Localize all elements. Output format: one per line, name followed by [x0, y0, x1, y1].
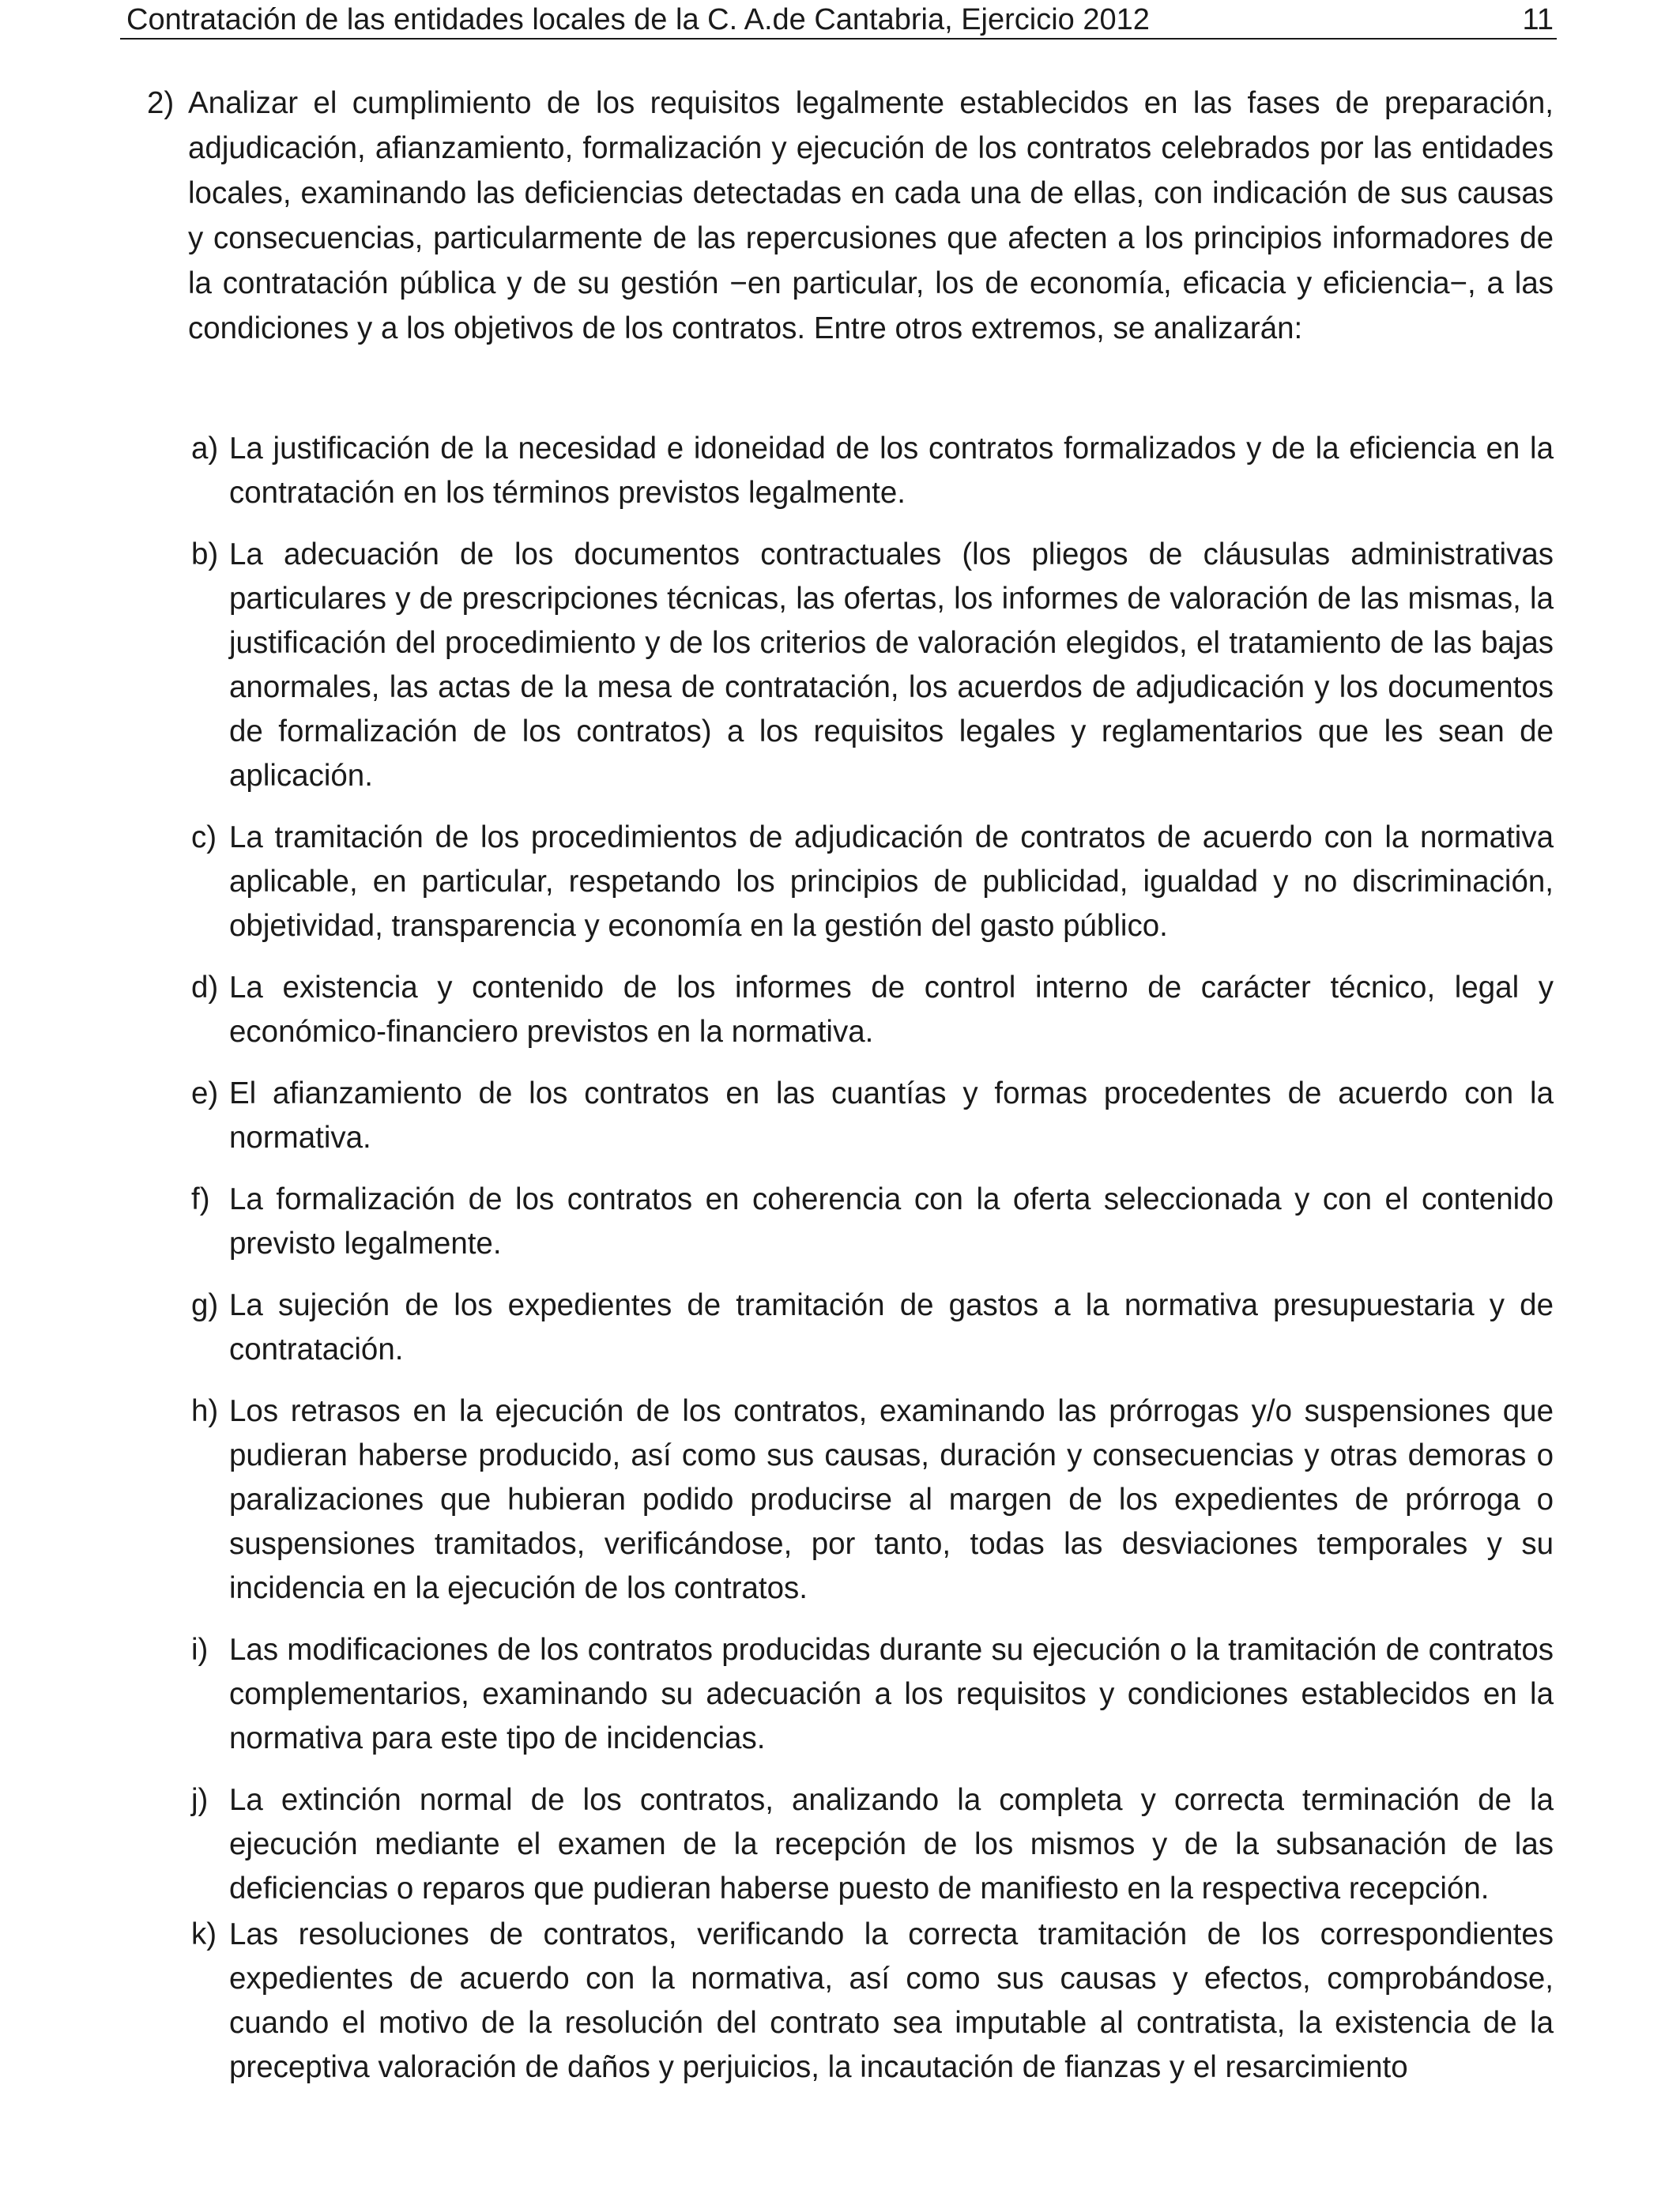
list-item-text: Las modificaciones de los contratos producidas durante su ejecución o la tramitación de contratos complementarios, examinando su adecuación a los requisitos y condiciones establecidos en la normativa para este tipo de incidencias.: [229, 1633, 1554, 1755]
list-item-text: La extinción normal de los contratos, analizando la completa y correcta terminación de la ejecución mediante el examen de la recepción de los mismos y de la subsanación de las deficiencias o reparos que pudieran haberse puesto de manifiesto en la respectiva recepción.: [229, 1783, 1554, 1906]
list-item-text: La justificación de la necesidad e idoneidad de los contratos formalizados y de la eficiencia en la contratación en los términos previstos legalmente.: [229, 432, 1554, 510]
list-marker: a): [191, 432, 219, 466]
list-marker: g): [191, 1288, 219, 1322]
list-item-j: [188, 1778, 1554, 1911]
section-paragraph: [147, 81, 1554, 351]
criteria-list: [188, 427, 1554, 2090]
list-item-b: [188, 533, 1554, 798]
list-item-c: [188, 816, 1554, 948]
list-marker: k): [191, 1917, 217, 1951]
list-item-h: [188, 1389, 1554, 1611]
list-item-i: [188, 1628, 1554, 1761]
list-item-text: La formalización de los contratos en coherencia con la oferta seleccionada y con el contenido previsto legalmente.: [229, 1182, 1554, 1261]
list-item-text: El afianzamiento de los contratos en las cuantías y formas procedentes de acuerdo con la normativa.: [229, 1076, 1554, 1155]
section-text: Analizar el cumplimiento de los requisitos legalmente establecidos en las fases de preparación, adjudicación, afianzamiento, formalización y ejecución de los contratos celebrados por las entidades locales, examinando las deficiencias detectadas en cada una de ellas, con indicación de sus causas y consecuencias, particularmente de las repercusiones que afecten a los principios informadores de la contratación pública y de su gestión −en particular, los de economía, eficacia y eficiencia−, a las condiciones y a los objetivos de los contratos. Entre otros extremos, se analizarán:: [188, 86, 1554, 345]
page-number: 11: [1522, 3, 1554, 36]
list-item-a: [188, 427, 1554, 515]
list-marker: b): [191, 537, 219, 571]
list-marker: d): [191, 971, 219, 1005]
list-item-f: [188, 1178, 1554, 1266]
list-item-g: [188, 1284, 1554, 1372]
list-item-text: Los retrasos en la ejecución de los contratos, examinando las prórrogas y/o suspensiones que pudieran haberse producido, así como sus causas, duración y consecuencias y otras demoras o paralizaciones que hubieran podido producirse al margen de los expedientes de prórroga o suspensiones tramitados, verificándose, por tanto, todas las desviaciones temporales y su incidencia en la ejecución de los contratos.: [229, 1394, 1554, 1605]
list-marker: i): [191, 1633, 209, 1667]
list-marker: j): [191, 1783, 209, 1817]
list-item-text: Las resoluciones de contratos, verificando la correcta tramitación de los correspondientes expedientes de acuerdo con la normativa, así como sus causas y efectos, comprobándose, cuando el motivo de la resolución del contrato sea imputable al contratista, la existencia de la preceptiva valoración de daños y perjuicios, la incautación de fianzas y el resarcimiento: [229, 1917, 1554, 2084]
list-item-text: La existencia y contenido de los informes de control interno de carácter técnico, legal y económico-financiero previstos en la normativa.: [229, 971, 1554, 1049]
section-2: [147, 81, 1554, 351]
page-header: [126, 3, 1554, 36]
list-item-d: [188, 966, 1554, 1054]
header-rule: [120, 38, 1557, 40]
list-item-text: La adecuación de los documentos contractuales (los pliegos de cláusulas administrativas particulares y de prescripciones técnicas, las ofertas, los informes de valoración de las mismas, la justificación del procedimiento y de los criterios de valoración elegidos, el tratamiento de las bajas anormales, las actas de la mesa de contratación, los acuerdos de adjudicación y los documentos de formalización de los contratos) a los requisitos legales y reglamentarios que les sean de aplicación.: [229, 537, 1554, 793]
list-marker: e): [191, 1076, 219, 1110]
header-title: Contratación de las entidades locales de la C. A.de Cantabria, Ejercicio 2012: [126, 3, 1150, 36]
section-number: 2): [147, 86, 175, 120]
list-item-e: [188, 1072, 1554, 1160]
list-item-k: [188, 1913, 1554, 2090]
list-item-text: La sujeción de los expedientes de tramitación de gastos a la normativa presupuestaria y de contratación.: [229, 1288, 1554, 1367]
list-item-text: La tramitación de los procedimientos de adjudicación de contratos de acuerdo con la normativa aplicable, en particular, respetando los principios de publicidad, igualdad y no discriminación, objetividad, transparencia y economía en la gestión del gasto público.: [229, 820, 1554, 943]
list-marker: c): [191, 820, 217, 854]
list-marker: f): [191, 1182, 210, 1216]
list-marker: h): [191, 1394, 219, 1428]
